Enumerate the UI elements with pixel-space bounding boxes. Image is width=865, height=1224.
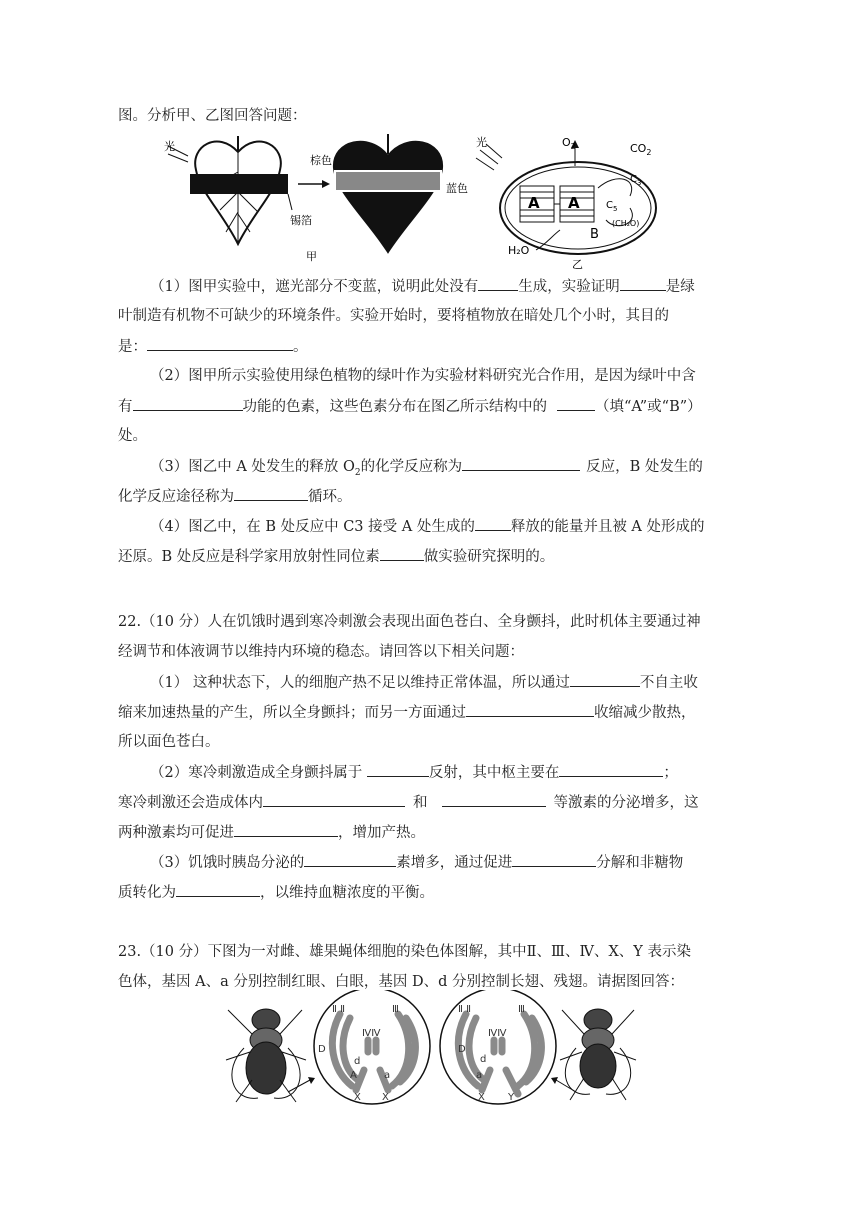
- answer-blank[interactable]: [570, 672, 640, 687]
- male-fly-drawing: [560, 1009, 636, 1100]
- m-chr-IV-label: ⅣⅣ: [488, 1028, 507, 1039]
- q21-p2-line1: （2）图甲所示实验使用绿色植物的绿叶作为实验材料研究光合作用，是因为绿叶中含: [150, 368, 696, 384]
- f-chr-III-label: Ⅲ: [392, 1004, 399, 1015]
- f-chr-IV-label: ⅣⅣ: [362, 1028, 381, 1039]
- photosynthesis-figure: [160, 132, 700, 274]
- brown-label: 棕色: [310, 154, 332, 167]
- q22-p1-line2: 缩来加速热量的产生，所以全身颤抖；而另一方面通过 收缩减少散热，: [118, 702, 696, 723]
- answer-blank[interactable]: [475, 516, 511, 531]
- q22-p3-line1: （3）饥饿时胰岛分泌的 素增多，通过促进 分解和非糖物: [150, 852, 683, 873]
- m-chr-III-label: Ⅲ: [518, 1004, 525, 1015]
- q21-p2-line3: 处。: [118, 428, 147, 444]
- q22-stem-line1: 22.（10 分）人在饥饿时遇到寒冷刺激会表现出面色苍白、全身颤抖，此时机体主要通过神: [118, 614, 701, 630]
- answer-blank[interactable]: [133, 396, 243, 411]
- q22-p3-line2: 质转化为 ，以维持血糖浓度的平衡。: [118, 882, 434, 903]
- q21-p1-line3: 是： 。: [118, 336, 308, 357]
- fruitfly-chromosome-figure: [222, 990, 642, 1110]
- f-gene-A: A: [350, 1070, 357, 1081]
- f-chr-X2: X: [382, 1092, 389, 1103]
- answer-blank[interactable]: [380, 546, 424, 561]
- f-gene-a: a: [384, 1070, 391, 1081]
- f-gene-D: D: [318, 1044, 326, 1055]
- intro-text: 图。分析甲、乙图回答问题：: [118, 108, 307, 124]
- answer-blank[interactable]: [462, 456, 580, 471]
- q21-p3-line2: 化学反应途径称为 循环。: [118, 486, 352, 507]
- q21-p2-line2: 有 功能的色素，这些色素分布在图乙所示结构中的 （填“A”或“B”）: [118, 396, 702, 417]
- m-chr-X: X: [478, 1092, 485, 1103]
- m-gene-d: d: [480, 1054, 487, 1065]
- h2o-label: H₂O: [508, 244, 530, 257]
- co2-label: $CO_2$: [630, 142, 652, 157]
- grana-label-a2: A: [568, 194, 580, 212]
- f-gene-d: d: [354, 1056, 361, 1067]
- yi-label: 乙: [572, 258, 583, 271]
- answer-blank[interactable]: [442, 792, 546, 807]
- answer-blank[interactable]: [478, 276, 518, 291]
- q21-p1-line1: （1）图甲实验中，遮光部分不变蓝，说明此处没有 生成，实验证明 是绿: [150, 276, 695, 297]
- q23-stem-line1: 23.（10 分）下图为一对雌、雄果蝇体细胞的染色体图解，其中Ⅱ、Ⅲ、Ⅳ、X、Y 表示染: [118, 944, 691, 960]
- female-fly-drawing: [226, 1009, 306, 1102]
- q22-p1-line3: 所以面色苍白。: [118, 734, 220, 750]
- answer-blank[interactable]: [466, 702, 594, 717]
- q23-stem-line2: 色体，基因 A、a 分别控制红眼、白眼，基因 D、d 分别控制长翅、残翅。请据图回答：: [118, 974, 684, 990]
- q21-p1-line2: 叶制造有机物不可缺少的环境条件。实验开始时，要将植物放在暗处几个小时，其目的: [118, 308, 669, 324]
- m-chr-II-label: Ⅱ Ⅱ: [458, 1004, 472, 1015]
- light-label-2: 光: [476, 136, 487, 149]
- answer-blank[interactable]: [557, 396, 595, 411]
- chloroplast-diagram: [476, 140, 656, 254]
- c3-label: $C_3$: [630, 174, 642, 187]
- answer-blank[interactable]: [304, 852, 396, 867]
- q22-p1-line1: （1） 这种状态下，人的细胞产热不足以维持正常体温，所以通过 不自主收: [150, 672, 698, 693]
- foil-label: 锡箔: [290, 214, 312, 227]
- q21-p3-line1: （3）图乙中 A 处发生的释放 $O_2$的化学反应称为 反应，B 处发生的: [150, 456, 703, 483]
- grana-label-a1: A: [528, 194, 540, 212]
- m-gene-a: a: [476, 1070, 483, 1081]
- q21-p4-line2: 还原。B 处反应是科学家用放射性同位素 做实验研究探明的。: [118, 546, 554, 567]
- o2-label: $O_2$: [562, 136, 576, 151]
- q22-p2-line3: 两种激素均可促进 ，增加产热。: [118, 822, 425, 843]
- q22-p2-line1: （2）寒冷刺激造成全身颤抖属于 反射，其中枢主要在 ；: [150, 762, 678, 783]
- answer-blank[interactable]: [234, 822, 338, 837]
- answer-blank[interactable]: [512, 852, 596, 867]
- q22-p2-line2: 寒冷刺激还会造成体内 和 等激素的分泌增多，这: [118, 792, 699, 813]
- answer-blank[interactable]: [234, 486, 308, 501]
- f-chr-II-label: Ⅱ Ⅱ: [332, 1004, 346, 1015]
- light-label-1: 光: [164, 140, 175, 153]
- answer-blank[interactable]: [147, 336, 293, 351]
- q22-stem-line2: 经调节和体液调节以维持内环境的稳态。请回答以下相关问题：: [118, 644, 524, 660]
- c5-label: $C_5$: [606, 200, 618, 213]
- f-chr-X1: X: [354, 1092, 361, 1103]
- m-chr-Y: Y: [508, 1092, 515, 1103]
- blue-label: 蓝色: [446, 182, 468, 195]
- answer-blank[interactable]: [367, 762, 429, 777]
- answer-blank[interactable]: [263, 792, 405, 807]
- m-gene-D: D: [458, 1044, 466, 1055]
- answer-blank[interactable]: [559, 762, 663, 777]
- answer-blank[interactable]: [176, 882, 260, 897]
- q21-p4-line1: （4）图乙中，在 B 处反应中 C3 接受 A 处生成的 释放的能量并且被 A 处形成的: [150, 516, 705, 537]
- leaf-with-foil: [168, 136, 292, 244]
- ch2o-label: (CH₂O): [612, 219, 640, 228]
- stroma-label-b: B: [590, 227, 599, 242]
- stained-leaf: [334, 134, 442, 252]
- jia-label: 甲: [306, 250, 317, 263]
- answer-blank[interactable]: [620, 276, 666, 291]
